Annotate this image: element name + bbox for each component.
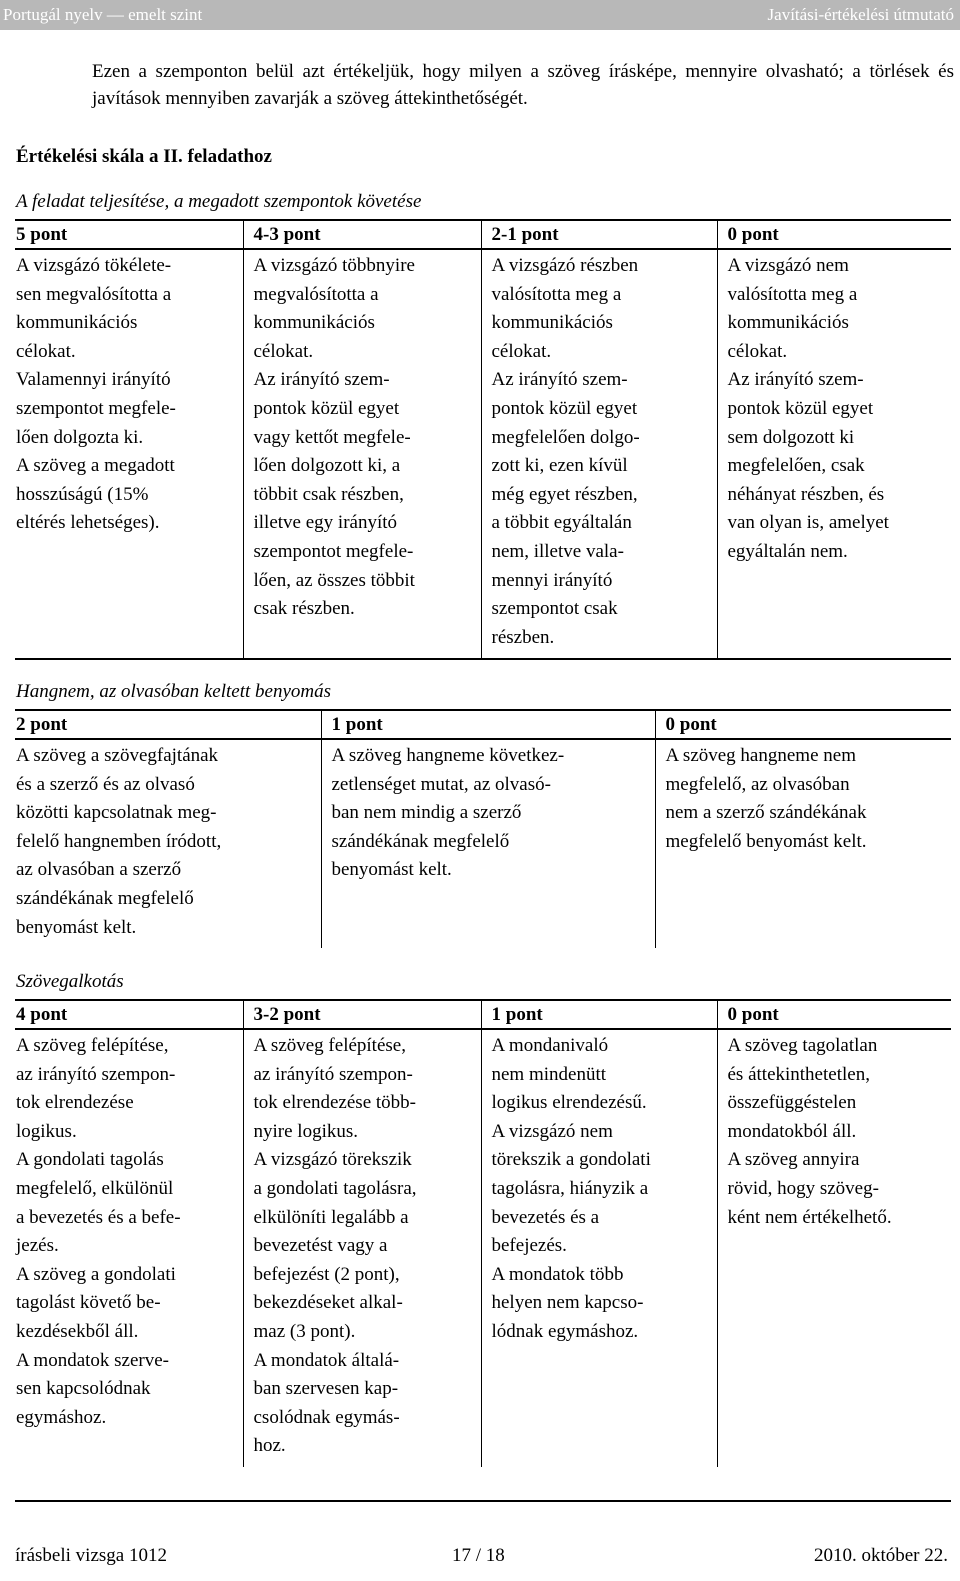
text-composition-table — [15, 999, 951, 1467]
criteria-line: valósította meg a — [727, 283, 858, 305]
criteria-line: megfelelően dolgo- — [491, 426, 640, 448]
criteria-line: hoz. — [253, 1435, 286, 1457]
criteria-line: az irányító szempon- — [16, 1063, 176, 1085]
criteria-line: összefüggéstelen — [727, 1092, 857, 1114]
score-header: 4-3 pont — [243, 220, 481, 249]
criteria-line: A mondatok szerve- — [16, 1349, 170, 1371]
criteria-line: bevezetést vagy a — [253, 1235, 388, 1257]
criteria-line: A mondatok általá- — [253, 1349, 400, 1371]
section-title-text-composition: Szövegalkotás — [16, 971, 124, 992]
criteria-line: szempontot csak — [491, 598, 618, 620]
criteria-line: közötti kapcsolatnak meg- — [16, 802, 217, 824]
criteria-line: Az irányító szem- — [727, 369, 864, 391]
criteria-line: csolódnak egymás- — [253, 1406, 400, 1428]
criteria-line: nem a szerző szándékának — [665, 802, 867, 824]
criteria-line: valósította meg a — [491, 283, 622, 305]
footer-exam-id: írásbeli vizsga 1012 — [15, 1545, 167, 1566]
criteria-line: megfelelő benyomást kelt. — [665, 830, 867, 852]
criteria-cell — [481, 249, 717, 659]
criteria-line: logikus elrendezésű. — [491, 1092, 647, 1114]
criteria-line: még egyet részben, — [491, 483, 638, 505]
criteria-line: A szöveg annyira — [727, 1149, 860, 1171]
task-completion-table — [15, 219, 951, 660]
criteria-line: pontok közül egyet — [491, 397, 638, 419]
table-row — [15, 739, 951, 948]
criteria-line: Az irányító szem- — [253, 369, 390, 391]
criteria-line: a bevezetés és a befe- — [16, 1206, 181, 1228]
table-row — [15, 249, 951, 659]
criteria-line: bevezetés és a — [491, 1206, 600, 1228]
criteria-line: jezés. — [16, 1235, 59, 1257]
criteria-line: tok elrendezése — [16, 1092, 134, 1114]
criteria-line: szempontot megfele- — [253, 540, 414, 562]
criteria-line: van olyan is, amelyet — [727, 512, 889, 534]
criteria-line: A vizsgázó részben — [491, 255, 639, 276]
criteria-line: megfelelő, az olvasóban — [665, 773, 850, 795]
criteria-line: A mondanivaló — [491, 1035, 609, 1056]
criteria-line: megvalósította a — [253, 283, 379, 305]
criteria-line: tagolásra, hiányzik a — [491, 1177, 649, 1199]
criteria-line: kommunikációs — [491, 312, 613, 334]
criteria-line: A gondolati tagolás — [16, 1149, 164, 1171]
criteria-line: pontok közül egyet — [253, 397, 400, 419]
criteria-line: az irányító szempon- — [253, 1063, 413, 1085]
criteria-line: vagy kettőt megfele- — [253, 426, 411, 448]
criteria-line: Valamennyi irányító — [16, 369, 171, 391]
criteria-line: A vizsgázó nem — [491, 1120, 613, 1142]
section-title-task-completion: A feladat teljesítése, a megadott szempontok követése — [16, 191, 422, 212]
criteria-line: néhányat részben, és — [727, 483, 885, 505]
table-header-row — [15, 220, 951, 249]
table-header-row — [15, 710, 951, 739]
score-header: 0 pont — [717, 1000, 951, 1029]
criteria-line: nyire logikus. — [253, 1120, 358, 1142]
criteria-line: szándékának megfelelő — [16, 887, 194, 909]
criteria-line: célokat. — [16, 340, 76, 362]
criteria-line: törekszik a gondolati — [491, 1149, 651, 1171]
criteria-line: benyomást kelt. — [331, 859, 452, 881]
score-header: 3-2 pont — [243, 1000, 481, 1029]
footer-page-number: 17 / 18 — [452, 1545, 505, 1566]
criteria-line: kezdésekből áll. — [16, 1320, 139, 1342]
criteria-cell — [15, 739, 321, 948]
criteria-line: befejezés. — [491, 1235, 567, 1257]
criteria-line: A szöveg tagolatlan — [727, 1035, 878, 1056]
criteria-cell — [243, 1029, 481, 1467]
criteria-line: célokat. — [727, 340, 788, 362]
criteria-line: és a szerző és az olvasó — [16, 773, 195, 795]
criteria-line: kommunikációs — [727, 312, 849, 334]
criteria-line: lően dolgozott ki, a — [253, 455, 401, 477]
criteria-line: csak részben. — [253, 598, 355, 620]
criteria-cell — [717, 249, 951, 659]
criteria-line: A vizsgázó nem — [727, 255, 849, 276]
criteria-line: helyen nem kapcso- — [491, 1292, 644, 1314]
criteria-line: eltérés lehetséges). — [16, 512, 160, 534]
criteria-line: kommunikációs — [253, 312, 375, 334]
criteria-line: tok elrendezése több- — [253, 1092, 416, 1114]
criteria-line: sen kapcsolódnak — [16, 1378, 151, 1400]
criteria-line: sem dolgozott ki — [727, 426, 855, 448]
scale-title: Értékelési skála a II. feladathoz — [16, 146, 272, 167]
score-header: 5 pont — [15, 220, 243, 249]
criteria-cell — [717, 1029, 951, 1467]
criteria-line: nem mindenütt — [491, 1063, 607, 1085]
criteria-line: mennyi irányító — [491, 569, 613, 591]
criteria-line: befejezést (2 pont), — [253, 1263, 400, 1285]
criteria-line: egymáshoz. — [16, 1406, 107, 1428]
criteria-cell — [321, 739, 655, 948]
criteria-line: és áttekinthetetlen, — [727, 1063, 870, 1085]
criteria-line: megfelelő, elkülönül — [16, 1177, 174, 1199]
criteria-line: bekezdéseket alkal- — [253, 1292, 403, 1314]
criteria-line: ként nem értékelhető. — [727, 1206, 892, 1228]
criteria-line: A szöveg a szövegfajtának — [16, 745, 219, 766]
criteria-line: nem, illetve vala- — [491, 540, 624, 562]
criteria-line: zott ki, ezen kívül — [491, 455, 628, 477]
criteria-line: A szöveg hangneme nem — [665, 745, 856, 766]
criteria-line: A mondatok több — [491, 1263, 624, 1285]
criteria-line: Az irányító szem- — [491, 369, 628, 391]
criteria-line: célokat. — [491, 340, 552, 362]
criteria-line: A szöveg a megadott — [16, 455, 175, 477]
criteria-line: kommunikációs — [16, 312, 138, 334]
criteria-line: mondatokból áll. — [727, 1120, 857, 1142]
criteria-line: az olvasóban a szerző — [16, 859, 182, 881]
criteria-line: célokat. — [253, 340, 314, 362]
score-header: 0 pont — [655, 710, 951, 739]
criteria-line: A vizsgázó többnyire — [253, 255, 415, 276]
section-title-tone: Hangnem, az olvasóban keltett benyomás — [16, 681, 332, 702]
criteria-line: maz (3 pont). — [253, 1320, 356, 1342]
criteria-line: A vizsgázó tökélete- — [16, 255, 172, 276]
score-header: 4 pont — [15, 1000, 243, 1029]
criteria-line: lően dolgozta ki. — [16, 426, 144, 448]
criteria-line: a gondolati tagolásra, — [253, 1177, 417, 1199]
criteria-line: sen megvalósította a — [16, 283, 172, 305]
criteria-line: a többit egyáltalán — [491, 512, 632, 534]
footer-date: 2010. október 22. — [813, 1545, 948, 1566]
criteria-line: logikus. — [16, 1120, 77, 1142]
criteria-line: ban szervesen kap- — [253, 1378, 399, 1400]
criteria-line: zetlenséget mutat, az olvasó- — [331, 773, 551, 795]
criteria-line: A szöveg felépítése, — [16, 1035, 169, 1056]
criteria-cell — [15, 1029, 243, 1467]
criteria-line: A vizsgázó törekszik — [253, 1149, 412, 1171]
score-header: 1 pont — [481, 1000, 717, 1029]
score-header: 2-1 pont — [481, 220, 717, 249]
criteria-line: lódnak egymáshoz. — [491, 1320, 639, 1342]
criteria-line: benyomást kelt. — [16, 916, 137, 938]
footer-divider — [15, 1500, 951, 1502]
score-header: 1 pont — [321, 710, 655, 739]
criteria-line: tagolást követő be- — [16, 1292, 161, 1314]
header-subject: Portugál nyelv — emelt szint — [3, 5, 203, 24]
score-header: 0 pont — [717, 220, 951, 249]
criteria-line: részben. — [491, 626, 555, 648]
criteria-line: ban nem mindig a szerző — [331, 802, 522, 824]
criteria-line: megfelelően, csak — [727, 455, 865, 477]
criteria-line: szándékának megfelelő — [331, 830, 510, 852]
criteria-line: elkülöníti legalább a — [253, 1206, 409, 1228]
criteria-line: illetve egy irányító — [253, 512, 398, 534]
criteria-line: lően, az összes többit — [253, 569, 415, 591]
criteria-cell — [655, 739, 951, 948]
tone-table — [15, 709, 951, 948]
criteria-cell — [481, 1029, 717, 1467]
criteria-line: hosszúságú (15% — [16, 483, 149, 505]
score-header: 2 pont — [15, 710, 321, 739]
table-header-row — [15, 1000, 951, 1029]
criteria-line: szempontot megfele- — [16, 397, 176, 419]
criteria-line: A szöveg a gondolati — [16, 1263, 176, 1285]
criteria-line: A szöveg felépítése, — [253, 1035, 406, 1056]
criteria-line: pontok közül egyet — [727, 397, 874, 419]
criteria-line: egyáltalán nem. — [727, 540, 848, 562]
criteria-line: A szöveg hangneme következ- — [331, 745, 565, 766]
criteria-cell — [15, 249, 243, 659]
criteria-cell — [243, 249, 481, 659]
header-guide-title: Javítási-értékelési útmutató — [767, 5, 954, 24]
table-row — [15, 1029, 951, 1467]
criteria-line: többit csak részben, — [253, 483, 404, 505]
criteria-line: rövid, hogy szöveg- — [727, 1177, 879, 1199]
page-header — [0, 0, 960, 30]
criteria-line: felelő hangnemben íródott, — [16, 830, 222, 852]
intro-paragraph: Ezen a szemponton belül azt értékeljük, hogy milyen a szöveg írásképe, mennyire olvasható; a törlések és javítások mennyiben zavarják a szöveg áttekinthetőségét. — [92, 61, 954, 109]
